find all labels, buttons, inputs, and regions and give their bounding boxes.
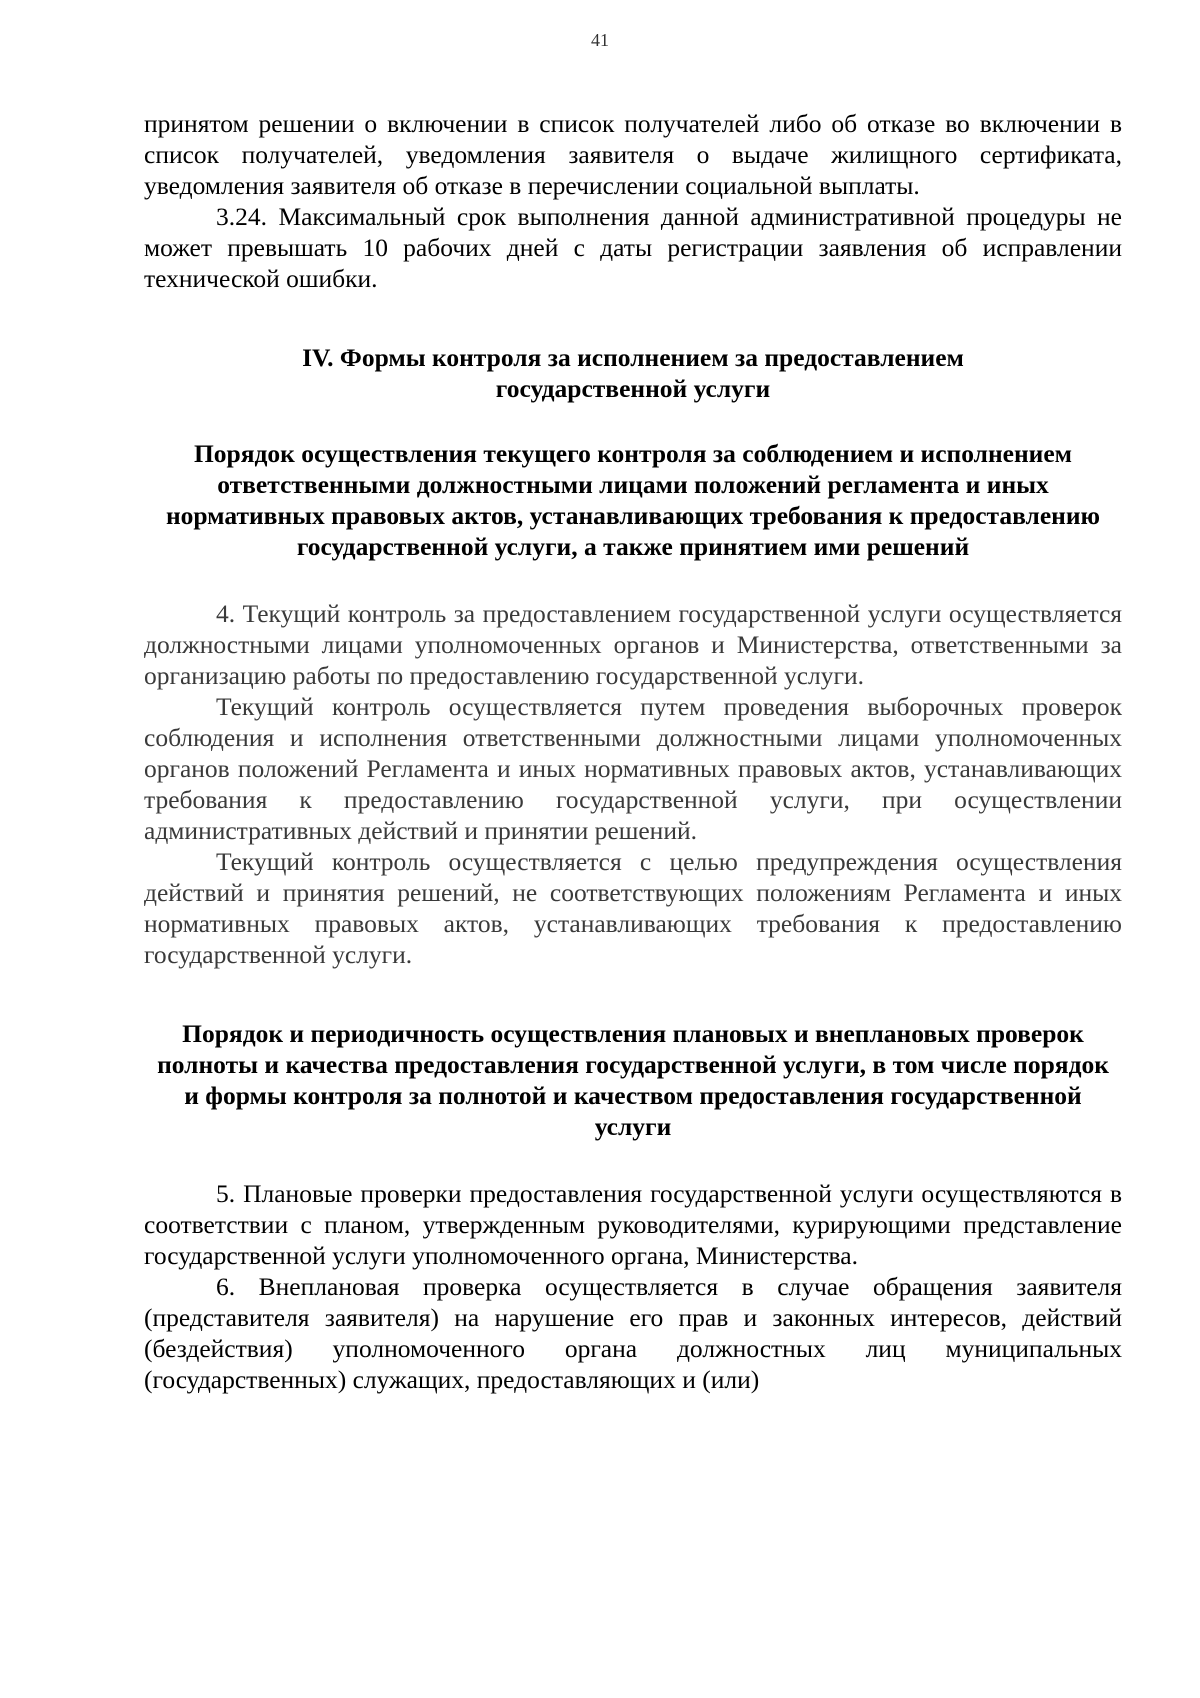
subsection-title-inspections: Порядок и периодичность осуществления плановых и внеплановых проверок полноты и качества предоставления государственной услуги, в том числе порядок и формы контроля за полнотой и качеством предоставления государственной услуги bbox=[157, 1019, 1109, 1141]
paragraph-current-control-purpose: Текущий контроль осуществляется с целью предупреждения осуществления действий и принятия решений, не соответствующих положениям Регламента и иных нормативных правовых актов, устанавливающих требования к предоставлению государственной услуги. bbox=[144, 847, 1122, 969]
paragraph-3-24: 3.24. Максимальный срок выполнения данной административной процедуры не может превышать 10 рабочих дней с даты регистрации заявления об исправлении технической ошибки. bbox=[144, 202, 1122, 293]
paragraph-6: 6. Внеплановая проверка осуществляется в случае обращения заявителя (представителя заявителя) на нарушение его прав и законных интересов, действий (бездействия) уполномоченного органа должностных лиц муниципальных (государственных) служащих, предоставляющих и (или) bbox=[144, 1272, 1122, 1394]
section-title: IV. Формы контроля за исполнением за предоставлением государственной услуги bbox=[302, 343, 964, 403]
subsection-title-current-control: Порядок осуществления текущего контроля за соблюдением и исполнением ответственными должностными лицами положений регламента и иных нормативных правовых актов, устанавливающих требования к предоставлению государственной услуги, а также принятием ими решений bbox=[165, 439, 1101, 561]
paragraph-continued: принятом решении о включении в список получателей либо об отказе во включении в список получателей, уведомления заявителя о выдаче жилищного сертификата, уведомления заявителя об отказе в перечислении социальной выплаты. bbox=[144, 109, 1122, 200]
paragraph-current-control-checks: Текущий контроль осуществляется путем проведения выборочных проверок соблюдения и исполнения ответственными должностными лицами уполномоченных органов положений Регламента и иных нормативных правовых актов, устанавливающих требования к предоставлению государственной услуги, при осуществлении административных действий и принятии решений. bbox=[144, 692, 1122, 845]
paragraph-5: 5. Плановые проверки предоставления государственной услуги осуществляются в соответствии с планом, утвержденным руководителями, курирующими представление государственной услуги уполномоченного органа, Министерства. bbox=[144, 1179, 1122, 1270]
paragraph-4: 4. Текущий контроль за предоставлением государственной услуги осуществляется должностными лицами уполномоченных органов и Министерства, ответственными за организацию работы по предоставлению государственной услуги. bbox=[144, 599, 1122, 690]
page-number: 41 bbox=[591, 30, 609, 50]
document-body bbox=[144, 108, 1122, 1395]
